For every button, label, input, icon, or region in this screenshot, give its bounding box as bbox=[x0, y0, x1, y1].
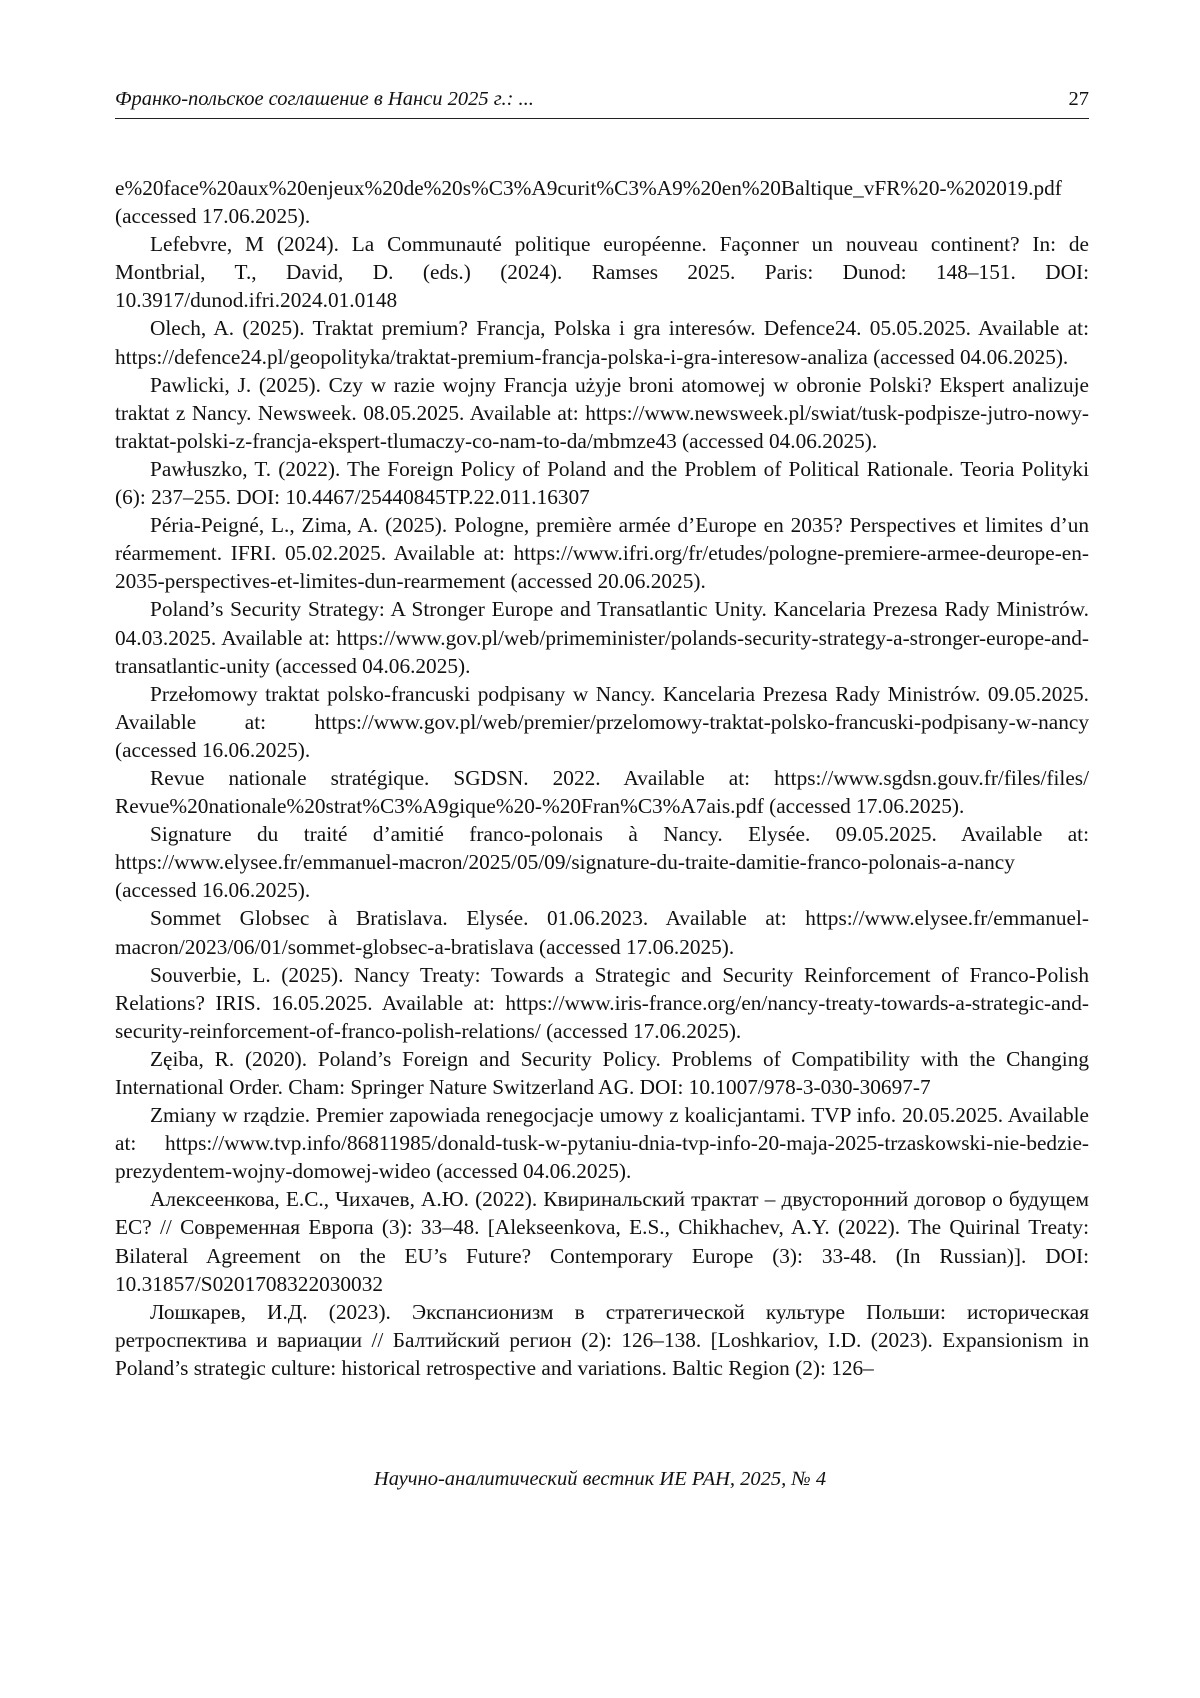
reference-entry: Zmiany w rządzie. Premier zapowiada renegocjacje umowy z koalicjantami. TVP info. 20.05.2025. Available at: https://www.tvp.info/86811985/donald-tusk-w-pytaniu-dnia-tvp-info-20-maja-2025-trzaskowski-nie-bedzie-prezydentem-wojny-domowej-wideo (accessed 04.06.2025). bbox=[115, 1103, 1089, 1184]
reference-entry: Revue nationale stratégique. SGDSN. 2022. Available at: https://www.sgdsn.gouv.fr/files/files/ Revue%20nationale%20strat%C3%A9gique%20-%20Fran%C3%A7ais.pdf (accessed 17.06.2025). bbox=[115, 765, 1089, 819]
reference-entry: Sommet Globsec à Bratislava. Elysée. 01.06.2023. Available at: https://www.elysee.fr/emmanuel-macron/2023/06/01/sommet-globsec-a-bratislava (accessed 17.06.2025). bbox=[115, 906, 1089, 959]
reference-entry: Signature du traité d’amitié franco-polonais à Nancy. Elysée. 09.05.2025. Available at: https://www.elysee.fr/emmanuel-macron/2025/05/09/signature-du-traite-damitie-franco-polonais-a-nancy (accessed 16.06.2025). bbox=[115, 822, 1089, 903]
reference-entry: Przełomowy traktat polsko-francuski podpisany w Nancy. Kancelaria Prezesa Rady Ministrów. 09.05.2025. Available at: https://www.gov.pl/web/premier/przelomowy-traktat-polsko-francuski-podpisany-w-nancy (accessed 16.06.2025). bbox=[115, 681, 1089, 762]
journal-footer: Научно-аналитический вестник ИЕ РАН, 2025, № 4 bbox=[373, 1468, 827, 1490]
reference-list bbox=[115, 174, 1089, 1382]
reference-entry: Péria-Peigné, L., Zima, A. (2025). Pologne, première armée d’Europe en 2035? Perspectives et limites d’un réarmement. IFRI. 05.02.2025. Available at: https://www.ifri.org/fr/etudes/pologne-premiere-armee-deurope-en-2035-perspectives-et-limites-dun-rearmement (accessed 20.06.2025). bbox=[115, 513, 1089, 594]
reference-entry: Olech, A. (2025). Traktat premium? Francja, Polska i gra interesów. Defence24. 05.05.2025. Available at: https://defence24.pl/geopolityka/traktat-premium-francja-polska-i-gra-interesow-analiza (accessed 04.06.2025). bbox=[115, 316, 1089, 369]
reference-entry: Pawlicki, J. (2025). Czy w razie wojny Francja użyje broni atomowej w obronie Polski? Ekspert analizuje traktat z Nancy. Newsweek. 08.05.2025. Available at: https://www.newsweek.pl/swiat/tusk-podpisze-jutro-nowy-traktat-polski-z-francja-ekspert-tlumaczy-co-nam-to-da/mbmze43 (accessed 04.06.2025). bbox=[115, 372, 1089, 453]
reference-entry: Алексеенкова, Е.С., Чихачев, А.Ю. (2022). Квиринальский трактат – двусторонний договор о будущем ЕС? // Современная Европа (3): 33–48. [Alekseenkova, E.S., Chikhachev, A.Y. (2022). The Quirinal Treaty: Bilateral Agreement on the EU’s Future? Contemporary Europe (3): 33-48. (In Russian)]. DOI: 10.31857/S0201708322030032 bbox=[115, 1187, 1089, 1296]
reference-entry: Souverbie, L. (2025). Nancy Treaty: Towards a Strategic and Security Reinforcement of Franco-Polish Relations? IRIS. 16.05.2025. Available at: https://www.iris-france.org/en/nancy-treaty-towards-a-strategic-and-security-reinforcement-of-franco-polish-relations/ (accessed 17.06.2025). bbox=[115, 962, 1089, 1043]
reference-entry: Lefebvre, M (2024). La Communauté politique européenne. Façonner un nouveau continent? In: de Montbrial, T., David, D. (eds.) (2024). Ramses 2025. Paris: Dunod: 148–151. DOI: 10.3917/dunod.ifri.2024.01.0148 bbox=[115, 232, 1089, 313]
reference-entry-continued: e%20face%20aux%20enjeux%20de%20s%C3%A9curit%C3%A9%20en%20Baltique_vFR%20-%202019.pdf (accessed 17.06.2025). bbox=[115, 176, 1062, 229]
running-title: Франко-польское соглашение в Нанси 2025 г.: ... bbox=[115, 88, 534, 110]
page-number: 27 bbox=[1068, 88, 1089, 110]
running-header bbox=[115, 84, 1089, 119]
reference-entry: Лошкарев, И.Д. (2023). Экспансионизм в стратегической культуре Польши: историческая ретроспектива и вариации // Балтийский регион (2): 126–138. [Loshkariov, I.D. (2023). Expansionism in Poland’s strategic culture: historical retrospective and variations. Baltic Region (2): 126– bbox=[115, 1299, 1089, 1380]
reference-entry: Zęiba, R. (2020). Poland’s Foreign and Security Policy. Problems of Compatibility with the Changing International Order. Cham: Springer Nature Switzerland AG. DOI: 10.1007/978-3-030-30697-7 bbox=[115, 1046, 1089, 1099]
reference-entry: Pawłuszko, T. (2022). The Foreign Policy of Poland and the Problem of Political Rationale. Teoria Polityki (6): 237–255. DOI: 10.4467/25440845TP.22.011.16307 bbox=[115, 456, 1089, 510]
reference-entry: Poland’s Security Strategy: A Stronger Europe and Transatlantic Unity. Kancelaria Prezesa Rady Ministrów. 04.03.2025. Available at: https://www.gov.pl/web/primeminister/polands-security-strategy-a-stronger-europe-and-transatlantic-unity (accessed 04.06.2025). bbox=[115, 597, 1089, 678]
